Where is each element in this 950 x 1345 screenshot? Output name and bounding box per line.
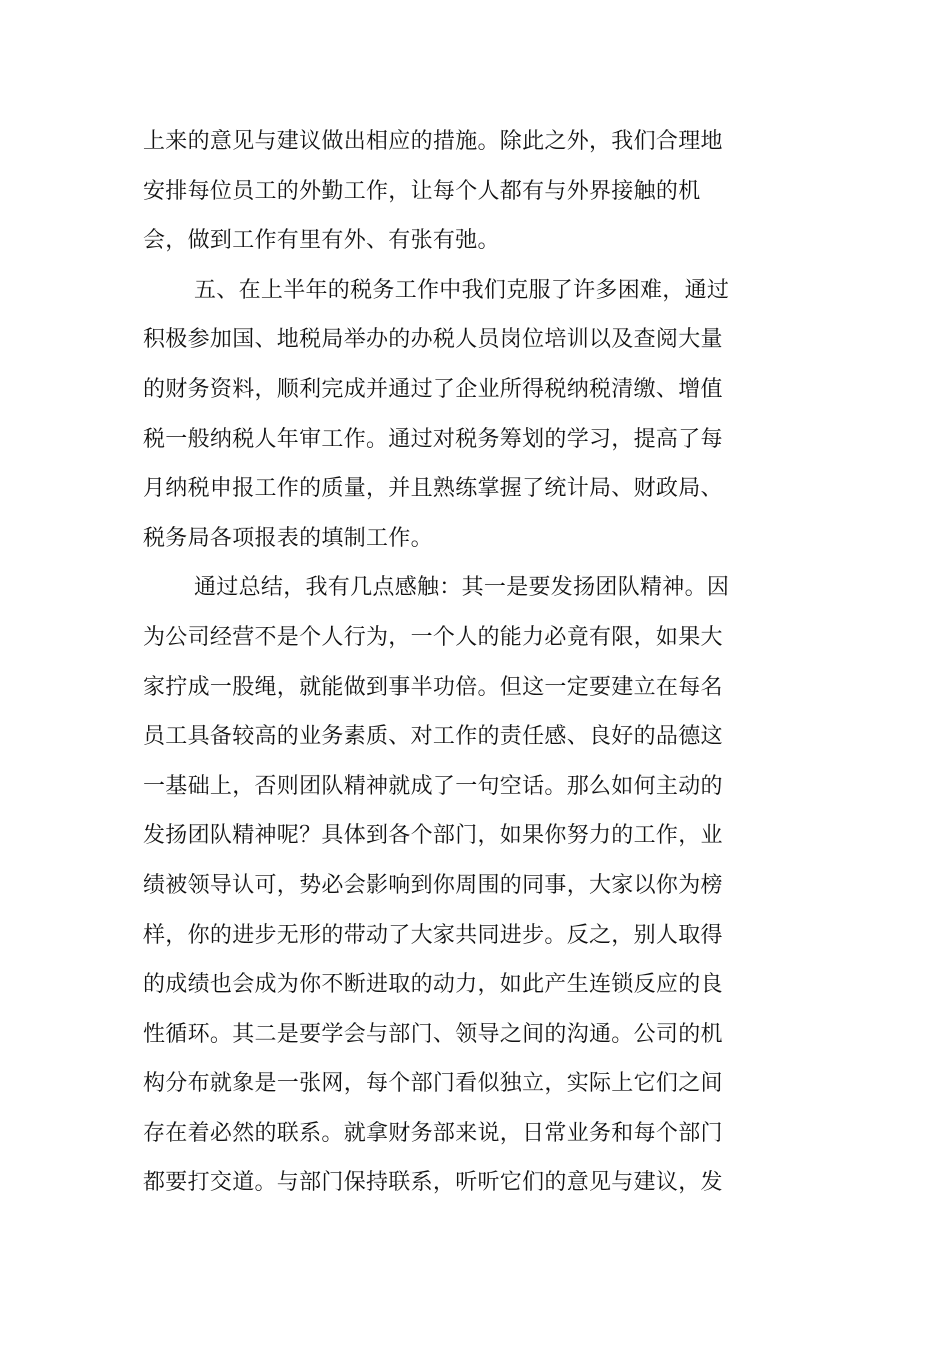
text-line: 样，你的进步无形的带动了大家共同进步。反之，别人取得 — [143, 922, 723, 948]
text-line: 构分布就象是一张网，每个部门看似独立，实际上它们之间 — [143, 1071, 723, 1097]
document-body — [143, 117, 753, 1208]
text-line: 的成绩也会成为你不断进取的动力，如此产生连锁反应的良 — [143, 972, 723, 998]
text-line: 存在着必然的联系。就拿财务部来说，日常业务和每个部门 — [143, 1120, 723, 1146]
text-line: 月纳税申报工作的质量，并且熟练掌握了统计局、财政局、 — [143, 476, 723, 502]
text-line: 税一般纳税人年审工作。通过对税务筹划的学习，提高了每 — [143, 426, 723, 452]
text-line: 性循环。其二是要学会与部门、领导之间的沟通。公司的机 — [143, 1021, 723, 1047]
text-line: 税务局各项报表的填制工作。 — [143, 525, 433, 551]
text-line: 一基础上，否则团队精神就成了一句空话。那么如何主动的 — [143, 773, 723, 799]
text-line: 会，做到工作有里有外、有张有弛。 — [143, 228, 500, 254]
text-line: 都要打交道。与部门保持联系，听听它们的意见与建议，发 — [143, 1170, 723, 1196]
paragraph-start-line: 通过总结，我有几点感触：其一是要发扬团队精神。因 — [194, 575, 730, 601]
text-line: 绩被领导认可，势必会影响到你周围的同事，大家以你为榜 — [143, 872, 723, 898]
text-line: 员工具备较高的业务素质、对工作的责任感、良好的品德这 — [143, 724, 723, 750]
text-line: 上来的意见与建议做出相应的措施。除此之外，我们合理地 — [143, 129, 723, 154]
text-line: 发扬团队精神呢？具体到各个部门，如果你努力的工作，业 — [143, 823, 723, 849]
text-line: 积极参加国、地税局举办的办税人员岗位培训以及查阅大量 — [143, 327, 723, 353]
text-line: 家拧成一股绳，就能做到事半功倍。但这一定要建立在每名 — [143, 674, 723, 700]
text-line: 安排每位员工的外勤工作，让每个人都有与外界接触的机 — [143, 178, 701, 204]
text-line: 为公司经营不是个人行为，一个人的能力必竟有限，如果大 — [143, 624, 723, 650]
text-line: 的财务资料，顺利完成并通过了企业所得税纳税清缴、增值 — [143, 376, 723, 402]
paragraph-start-line: 五、在上半年的税务工作中我们克服了许多困难，通过 — [194, 277, 730, 303]
